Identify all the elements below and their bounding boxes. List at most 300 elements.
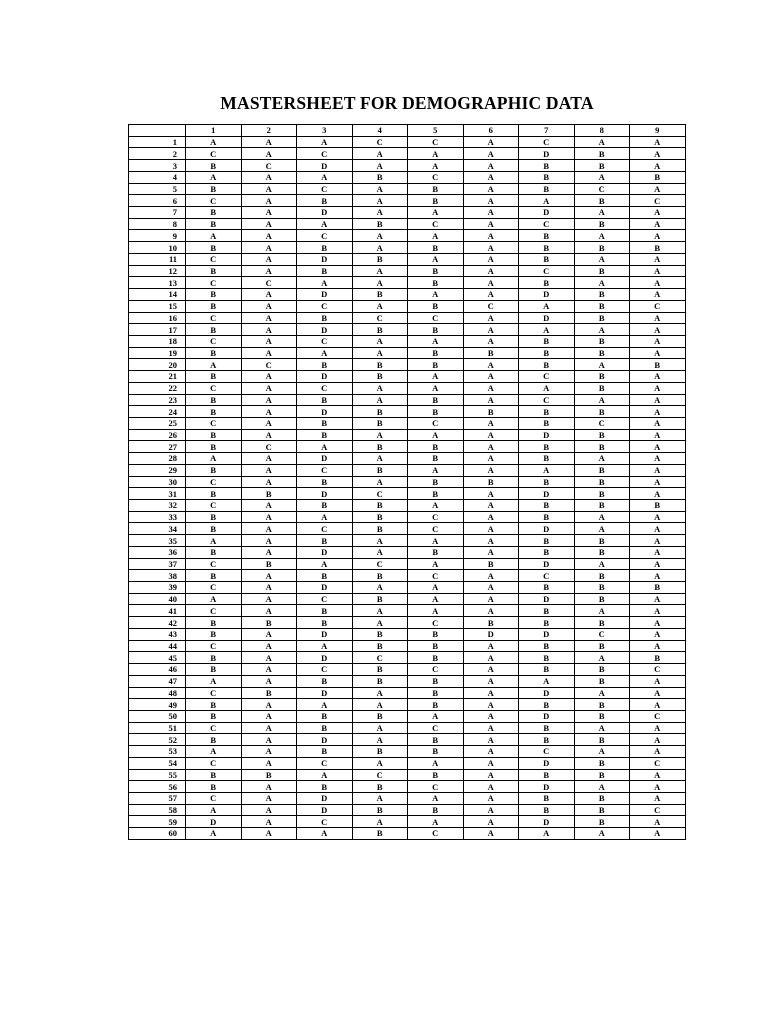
answer-cell: B xyxy=(297,394,353,406)
row-number-cell: 50 xyxy=(129,710,186,722)
answer-cell: B xyxy=(574,289,630,301)
answer-cell: A xyxy=(408,207,464,219)
answer-cell: A xyxy=(630,769,686,781)
answer-cell: A xyxy=(463,171,519,183)
answer-cell: B xyxy=(352,523,408,535)
answer-cell: A xyxy=(241,464,297,476)
answer-cell: A xyxy=(297,769,353,781)
row-number-cell: 20 xyxy=(129,359,186,371)
answer-cell: A xyxy=(352,535,408,547)
answer-cell: B xyxy=(408,453,464,465)
table-row xyxy=(129,769,686,781)
answer-cell: A xyxy=(241,605,297,617)
table-row xyxy=(129,640,686,652)
answer-cell: B xyxy=(519,792,575,804)
row-number-cell: 48 xyxy=(129,687,186,699)
answer-cell: A xyxy=(463,746,519,758)
answer-cell: C xyxy=(186,792,242,804)
answer-cell: B xyxy=(297,417,353,429)
answer-cell: D xyxy=(297,207,353,219)
answer-cell: B xyxy=(186,699,242,711)
answer-cell: C xyxy=(297,183,353,195)
answer-cell: A xyxy=(186,535,242,547)
answer-cell: A xyxy=(241,804,297,816)
answer-cell: C xyxy=(352,312,408,324)
answer-cell: C xyxy=(519,371,575,383)
answer-cell: A xyxy=(630,570,686,582)
answer-cell: C xyxy=(297,816,353,828)
table-row xyxy=(129,300,686,312)
answer-cell: A xyxy=(241,347,297,359)
answer-cell: A xyxy=(241,593,297,605)
answer-cell: A xyxy=(241,382,297,394)
row-number-cell: 34 xyxy=(129,523,186,535)
answer-cell: B xyxy=(352,828,408,840)
answer-cell: B xyxy=(297,359,353,371)
answer-cell: A xyxy=(463,828,519,840)
answer-cell: A xyxy=(630,335,686,347)
answer-cell: B xyxy=(408,277,464,289)
answer-cell: A xyxy=(297,277,353,289)
answer-cell: A xyxy=(630,148,686,160)
answer-cell: B xyxy=(519,722,575,734)
answer-cell: B xyxy=(519,652,575,664)
table-row xyxy=(129,253,686,265)
answer-cell: A xyxy=(241,406,297,418)
answer-cell: A xyxy=(630,699,686,711)
answer-cell: A xyxy=(519,464,575,476)
answer-cell: A xyxy=(630,183,686,195)
answer-cell: A xyxy=(352,160,408,172)
answer-cell: B xyxy=(352,570,408,582)
answer-cell: A xyxy=(630,816,686,828)
row-number-cell: 8 xyxy=(129,218,186,230)
answer-cell: B xyxy=(408,746,464,758)
answer-cell: A xyxy=(463,804,519,816)
row-number-cell: 10 xyxy=(129,242,186,254)
answer-cell: A xyxy=(241,136,297,148)
answer-cell: A xyxy=(574,652,630,664)
answer-cell: B xyxy=(186,371,242,383)
row-number-cell: 5 xyxy=(129,183,186,195)
answer-cell: A xyxy=(463,265,519,277)
answer-cell: B xyxy=(630,500,686,512)
answer-cell: A xyxy=(463,324,519,336)
answer-cell: B xyxy=(352,664,408,676)
answer-cell: B xyxy=(519,617,575,629)
answer-cell: A xyxy=(630,488,686,500)
answer-cell: B xyxy=(186,523,242,535)
table-row xyxy=(129,148,686,160)
answer-cell: A xyxy=(241,699,297,711)
answer-cell: A xyxy=(463,500,519,512)
answer-cell: B xyxy=(463,406,519,418)
table-row xyxy=(129,289,686,301)
answer-cell: B xyxy=(352,628,408,640)
answer-cell: B xyxy=(574,734,630,746)
answer-cell: B xyxy=(186,617,242,629)
table-row xyxy=(129,335,686,347)
answer-cell: A xyxy=(241,640,297,652)
answer-cell: B xyxy=(186,441,242,453)
answer-cell: C xyxy=(352,488,408,500)
answer-cell: B xyxy=(408,769,464,781)
answer-cell: A xyxy=(241,230,297,242)
answer-cell: A xyxy=(574,207,630,219)
answer-cell: B xyxy=(574,535,630,547)
answer-cell: A xyxy=(297,640,353,652)
answer-cell: A xyxy=(352,394,408,406)
answer-cell: A xyxy=(352,230,408,242)
table-row xyxy=(129,828,686,840)
answer-cell: B xyxy=(186,781,242,793)
answer-cell: A xyxy=(408,582,464,594)
answer-cell: B xyxy=(574,476,630,488)
answer-cell: B xyxy=(519,160,575,172)
answer-cell: B xyxy=(574,582,630,594)
answer-cell: B xyxy=(519,804,575,816)
answer-cell: A xyxy=(519,675,575,687)
answer-cell: D xyxy=(519,148,575,160)
answer-cell: A xyxy=(463,382,519,394)
answer-cell: A xyxy=(463,664,519,676)
answer-cell: A xyxy=(241,664,297,676)
answer-cell: A xyxy=(352,757,408,769)
answer-cell: B xyxy=(297,675,353,687)
answer-cell: C xyxy=(186,582,242,594)
answer-cell: A xyxy=(630,781,686,793)
answer-cell: A xyxy=(241,710,297,722)
answer-cell: C xyxy=(463,300,519,312)
row-number-cell: 2 xyxy=(129,148,186,160)
answer-cell: B xyxy=(630,359,686,371)
table-corner-cell xyxy=(129,125,186,137)
answer-cell: A xyxy=(241,242,297,254)
answer-cell: B xyxy=(408,804,464,816)
row-number-cell: 44 xyxy=(129,640,186,652)
answer-cell: B xyxy=(297,605,353,617)
answer-cell: B xyxy=(241,558,297,570)
answer-cell: A xyxy=(463,734,519,746)
answer-cell: A xyxy=(352,476,408,488)
answer-cell: A xyxy=(241,523,297,535)
table-row xyxy=(129,171,686,183)
column-header-8: 8 xyxy=(574,125,630,137)
table-row xyxy=(129,277,686,289)
answer-cell: A xyxy=(463,535,519,547)
answer-cell: B xyxy=(574,593,630,605)
answer-cell: A xyxy=(463,359,519,371)
answer-cell: D xyxy=(297,453,353,465)
row-number-cell: 42 xyxy=(129,617,186,629)
answer-cell: A xyxy=(463,136,519,148)
answer-cell: A xyxy=(630,722,686,734)
answer-cell: B xyxy=(574,300,630,312)
answer-cell: A xyxy=(186,136,242,148)
answer-cell: A xyxy=(463,699,519,711)
answer-cell: C xyxy=(519,746,575,758)
answer-cell: A xyxy=(574,253,630,265)
answer-cell: B xyxy=(408,359,464,371)
answer-cell: D xyxy=(297,253,353,265)
answer-cell: D xyxy=(297,687,353,699)
answer-cell: C xyxy=(186,605,242,617)
answer-cell: C xyxy=(186,500,242,512)
row-number-cell: 23 xyxy=(129,394,186,406)
row-number-cell: 46 xyxy=(129,664,186,676)
column-header-9: 9 xyxy=(630,125,686,137)
answer-cell: A xyxy=(463,593,519,605)
answer-cell: B xyxy=(519,699,575,711)
row-number-cell: 7 xyxy=(129,207,186,219)
answer-cell: B xyxy=(519,359,575,371)
answer-cell: B xyxy=(408,347,464,359)
answer-cell: A xyxy=(574,136,630,148)
answer-cell: C xyxy=(408,171,464,183)
answer-cell: A xyxy=(574,781,630,793)
answer-cell: B xyxy=(408,652,464,664)
answer-cell: A xyxy=(408,500,464,512)
answer-cell: A xyxy=(630,453,686,465)
answer-cell: C xyxy=(186,253,242,265)
answer-cell: A xyxy=(463,312,519,324)
answer-cell: B xyxy=(352,359,408,371)
table-row xyxy=(129,628,686,640)
table-row xyxy=(129,324,686,336)
answer-cell: A xyxy=(186,593,242,605)
table-row xyxy=(129,441,686,453)
answer-cell: A xyxy=(519,828,575,840)
answer-cell: B xyxy=(186,546,242,558)
answer-cell: B xyxy=(186,769,242,781)
answer-cell: C xyxy=(408,664,464,676)
answer-cell: B xyxy=(352,171,408,183)
row-number-cell: 29 xyxy=(129,464,186,476)
answer-cell: B xyxy=(297,500,353,512)
answer-cell: A xyxy=(297,441,353,453)
table-row xyxy=(129,417,686,429)
answer-cell: A xyxy=(574,558,630,570)
answer-cell: A xyxy=(463,453,519,465)
answer-cell: C xyxy=(408,828,464,840)
answer-cell: B xyxy=(186,406,242,418)
answer-cell: B xyxy=(574,335,630,347)
answer-cell: B xyxy=(408,675,464,687)
answer-cell: B xyxy=(352,511,408,523)
row-number-cell: 3 xyxy=(129,160,186,172)
answer-cell: B xyxy=(352,289,408,301)
answer-cell: A xyxy=(241,394,297,406)
answer-cell: A xyxy=(463,769,519,781)
answer-cell: D xyxy=(519,558,575,570)
answer-cell: D xyxy=(519,312,575,324)
answer-cell: B xyxy=(519,511,575,523)
answer-cell: B xyxy=(574,148,630,160)
answer-cell: A xyxy=(463,687,519,699)
answer-cell: C xyxy=(408,570,464,582)
answer-cell: A xyxy=(408,371,464,383)
answer-cell: A xyxy=(241,792,297,804)
answer-cell: A xyxy=(574,277,630,289)
answer-cell: B xyxy=(186,218,242,230)
answer-cell: D xyxy=(297,792,353,804)
answer-cell: A xyxy=(297,171,353,183)
row-number-cell: 58 xyxy=(129,804,186,816)
answer-cell: A xyxy=(463,417,519,429)
answer-cell: C xyxy=(241,359,297,371)
table-row xyxy=(129,687,686,699)
answer-cell: A xyxy=(630,746,686,758)
column-header-3: 3 xyxy=(297,125,353,137)
table-row xyxy=(129,500,686,512)
answer-cell: B xyxy=(574,699,630,711)
answer-cell: B xyxy=(408,640,464,652)
answer-cell: B xyxy=(186,628,242,640)
answer-cell: C xyxy=(297,523,353,535)
answer-cell: B xyxy=(408,195,464,207)
answer-cell: A xyxy=(630,160,686,172)
answer-cell: B xyxy=(186,265,242,277)
row-number-cell: 43 xyxy=(129,628,186,640)
answer-cell: A xyxy=(630,546,686,558)
answer-cell: C xyxy=(241,277,297,289)
answer-cell: B xyxy=(186,160,242,172)
answer-cell: A xyxy=(463,335,519,347)
answer-cell: C xyxy=(408,417,464,429)
table-header-row xyxy=(129,125,686,137)
row-number-cell: 22 xyxy=(129,382,186,394)
answer-cell: B xyxy=(352,406,408,418)
answer-cell: A xyxy=(352,382,408,394)
answer-cell: C xyxy=(519,570,575,582)
table-row xyxy=(129,183,686,195)
row-number-cell: 17 xyxy=(129,324,186,336)
answer-cell: C xyxy=(186,382,242,394)
answer-cell: B xyxy=(574,488,630,500)
answer-cell: B xyxy=(297,429,353,441)
answer-cell: C xyxy=(241,441,297,453)
row-number-cell: 32 xyxy=(129,500,186,512)
answer-cell: A xyxy=(463,605,519,617)
answer-cell: B xyxy=(352,218,408,230)
table-row xyxy=(129,781,686,793)
answer-cell: B xyxy=(574,617,630,629)
answer-cell: B xyxy=(186,664,242,676)
answer-cell: B xyxy=(519,417,575,429)
answer-cell: A xyxy=(408,335,464,347)
answer-cell: A xyxy=(297,136,353,148)
row-number-cell: 59 xyxy=(129,816,186,828)
column-header-7: 7 xyxy=(519,125,575,137)
table-row xyxy=(129,710,686,722)
answer-cell: A xyxy=(352,277,408,289)
answer-cell: D xyxy=(297,488,353,500)
answer-cell: B xyxy=(463,476,519,488)
answer-cell: B xyxy=(519,769,575,781)
answer-cell: B xyxy=(408,441,464,453)
answer-cell: A xyxy=(241,289,297,301)
answer-cell: D xyxy=(297,289,353,301)
answer-cell: D xyxy=(519,429,575,441)
answer-cell: A xyxy=(630,617,686,629)
answer-cell: A xyxy=(463,148,519,160)
table-row xyxy=(129,265,686,277)
answer-cell: A xyxy=(352,429,408,441)
answer-cell: A xyxy=(519,324,575,336)
answer-cell: A xyxy=(630,324,686,336)
answer-cell: A xyxy=(352,792,408,804)
row-number-cell: 12 xyxy=(129,265,186,277)
answer-cell: C xyxy=(186,558,242,570)
answer-cell: B xyxy=(297,476,353,488)
answer-cell: B xyxy=(574,160,630,172)
table-row xyxy=(129,359,686,371)
answer-cell: C xyxy=(630,300,686,312)
answer-cell: B xyxy=(297,570,353,582)
table-row xyxy=(129,570,686,582)
answer-cell: B xyxy=(519,535,575,547)
table-row xyxy=(129,582,686,594)
answer-cell: A xyxy=(463,253,519,265)
answer-cell: A xyxy=(630,382,686,394)
answer-cell: B xyxy=(352,593,408,605)
answer-cell: C xyxy=(408,218,464,230)
answer-cell: A xyxy=(463,816,519,828)
answer-cell: B xyxy=(463,347,519,359)
answer-cell: A xyxy=(463,511,519,523)
answer-cell: A xyxy=(574,523,630,535)
answer-cell: A xyxy=(241,183,297,195)
table-row xyxy=(129,652,686,664)
answer-cell: B xyxy=(297,242,353,254)
answer-cell: D xyxy=(519,781,575,793)
table-row xyxy=(129,757,686,769)
answer-cell: A xyxy=(408,558,464,570)
table-row xyxy=(129,476,686,488)
answer-cell: B xyxy=(186,710,242,722)
answer-cell: A xyxy=(574,722,630,734)
answer-cell: A xyxy=(352,453,408,465)
answer-cell: C xyxy=(352,558,408,570)
answer-cell: A xyxy=(519,382,575,394)
answer-cell: C xyxy=(630,804,686,816)
answer-cell: A xyxy=(574,828,630,840)
answer-cell: A xyxy=(408,593,464,605)
answer-cell: C xyxy=(408,617,464,629)
answer-cell: B xyxy=(630,652,686,664)
answer-cell: A xyxy=(352,687,408,699)
answer-cell: B xyxy=(519,476,575,488)
answer-cell: C xyxy=(408,781,464,793)
row-number-cell: 37 xyxy=(129,558,186,570)
answer-cell: B xyxy=(352,781,408,793)
answer-cell: A xyxy=(408,230,464,242)
table-row xyxy=(129,699,686,711)
answer-cell: B xyxy=(297,195,353,207)
answer-cell: B xyxy=(352,371,408,383)
answer-cell: B xyxy=(519,171,575,183)
answer-cell: B xyxy=(186,324,242,336)
answer-cell: A xyxy=(241,511,297,523)
row-number-cell: 52 xyxy=(129,734,186,746)
answer-cell: B xyxy=(297,710,353,722)
answer-cell: A xyxy=(297,699,353,711)
answer-cell: A xyxy=(241,675,297,687)
answer-cell: A xyxy=(463,792,519,804)
answer-cell: A xyxy=(463,429,519,441)
answer-cell: A xyxy=(574,511,630,523)
answer-cell: B xyxy=(630,582,686,594)
